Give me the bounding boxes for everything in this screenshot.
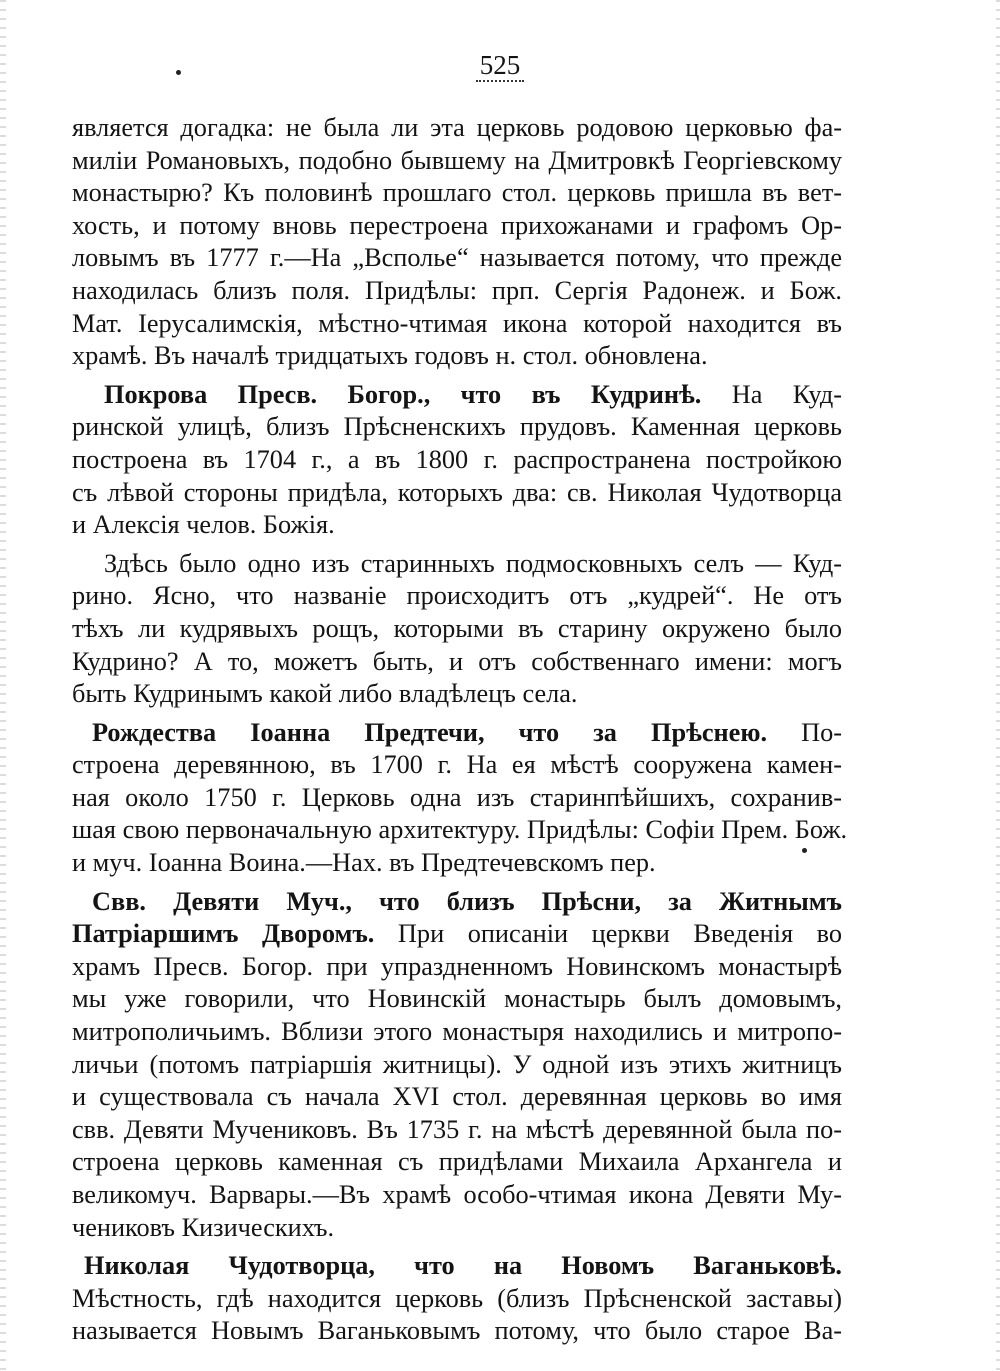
paragraph-6 <box>72 1250 842 1348</box>
text-line: Здѣсь было одно изъ старинныхъ подмосковныхъ селъ — Куд- <box>104 548 842 578</box>
text-run: По- <box>767 717 842 747</box>
scan-left-edge <box>0 0 6 1371</box>
text-line: свв. Девяти Мучениковъ. Въ 1735 г. на мѣстѣ деревянной была по- <box>72 1114 842 1144</box>
text-line: съ лѣвой стороны придѣла, которыхъ два: св. Николая Чудотворца <box>72 477 842 507</box>
text-line: Мѣстность, гдѣ находится церковь (близъ Прѣсненской заставы) <box>72 1283 842 1313</box>
section-heading: Покрова Пресв. Богор., что въ Кудринѣ. <box>104 379 702 409</box>
text-line: строена деревянною, въ 1700 г. На ея мѣстѣ сооружена камен- <box>72 750 842 780</box>
text-line: личьи (потомъ патріаршія житницы). У одной изъ этихъ житницъ <box>72 1049 842 1079</box>
text-line: быть Кудринымъ какой либо владѣлецъ села. <box>72 679 578 709</box>
text-line: и существовала съ начала XVI стол. деревянная церковь во имя <box>72 1082 842 1112</box>
section-heading: Рождества Іоанна Предтечи, что за Прѣснею. <box>92 717 768 747</box>
paragraph-1 <box>72 112 842 373</box>
text-line <box>72 918 842 951</box>
text-line: называется Новымъ Ваганьковымъ потому, что было старое Ва- <box>72 1316 842 1346</box>
text-line <box>72 379 842 412</box>
text-line: миліи Романовыхъ, подобно бывшему на Дмитровкѣ Георгіевскому <box>72 145 842 175</box>
section-heading: Николая Чудотворца, что на Новомъ Ваганьковѣ. <box>84 1251 842 1281</box>
text-line: построена въ 1704 г., а въ 1800 г. распространена постройкою <box>72 444 842 474</box>
text-line: монастырю? Къ половинѣ прошлаго стол. церковь пришла въ вет- <box>72 178 842 208</box>
paragraph-4 <box>72 717 848 880</box>
text-line: митрополичьимъ. Вблизи этого монастыря находились и митропо- <box>72 1017 842 1047</box>
text-line <box>72 717 842 750</box>
text-line: и Алексія челов. Божія. <box>72 510 335 540</box>
text-line: ная около 1750 г. Церковь одна изъ старинпѣйшихъ, сохранив- <box>72 782 842 812</box>
page-number <box>0 50 1000 81</box>
text-line: мы уже говорили, что Новинскій монастырь былъ домовымъ, <box>72 984 842 1014</box>
section-heading: Свв. Девяти Муч., что близъ Прѣсни, за Житнымъ <box>92 886 842 916</box>
section-heading: Патріаршимъ Дворомъ. <box>72 919 375 949</box>
text-line: Мат. Іерусалимскія, мѣстно-чтимая икона которой находится въ <box>72 308 842 338</box>
ink-speck <box>802 848 807 853</box>
paragraph-5 <box>72 886 842 1245</box>
scan-right-edge <box>996 0 1000 1371</box>
text-line: и муч. Іоанна Воина.—Нах. въ Предтечевскомъ пер. <box>72 848 656 878</box>
text-line: ловымъ въ 1777 г.—На „Всполье“ называется потому, что прежде <box>72 243 842 273</box>
text-line: строена церковь каменная съ придѣлами Михаила Архангела и <box>72 1147 842 1177</box>
text-line: хость, и потому вновь перестроена прихожанами и графомъ Ор- <box>72 210 842 240</box>
text-line: находилась близъ поля. Придѣлы: прп. Сергія Радонеж. и Бож. <box>72 275 842 305</box>
text-line: рино. Ясно, что названіе происходитъ отъ „кудрей“. Не отъ <box>72 581 842 611</box>
body-text <box>72 112 848 1348</box>
text-line: Кудрино? А то, можетъ быть, и отъ собственнаго имени: могъ <box>72 646 842 676</box>
page-number-value: 525 <box>476 50 525 82</box>
text-line: является догадка: не была ли эта церковь родовою церковью фа- <box>72 113 842 142</box>
text-run: На Куд- <box>701 379 842 409</box>
text-line: храмъ Пресв. Богор. при упраздненномъ Новинскомъ монастырѣ <box>72 951 842 981</box>
text-line: шая свою первоначальную архитектуру. Придѣлы: Софіи Прем. Бож. <box>72 815 848 845</box>
text-line: тѣхъ ли кудрявыхъ рощъ, которыми въ старину окружено было <box>72 613 842 643</box>
text-line: чениковъ Кизическихъ. <box>72 1212 335 1242</box>
text-line: храмѣ. Въ началѣ тридцатыхъ годовъ н. стол. обновлена. <box>72 341 708 371</box>
text-run: При описаніи церкви Введенія во <box>374 919 842 949</box>
text-line: ринской улицѣ, близъ Прѣсненскихъ прудовъ. Каменная церковь <box>72 412 842 442</box>
ink-speck <box>176 70 181 75</box>
paragraph-2 <box>72 379 842 542</box>
text-line: великомуч. Варвары.—Въ храмѣ особо-чтимая икона Девяти Му- <box>72 1180 842 1209</box>
paragraph-3 <box>72 548 842 711</box>
